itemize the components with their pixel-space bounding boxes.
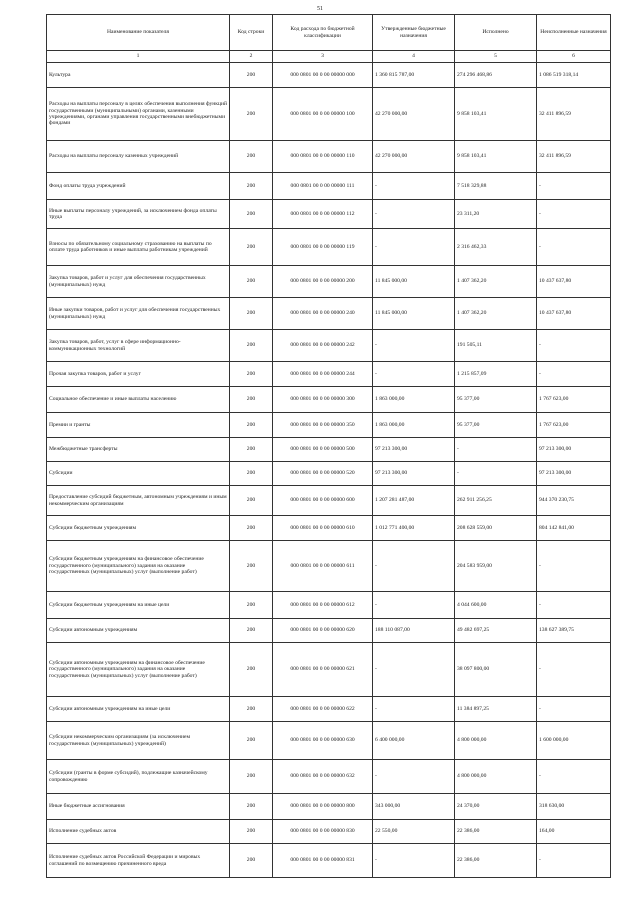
row-line-code: 200 bbox=[230, 541, 273, 592]
row-name: Прочая закупка товаров, работ и услуг bbox=[47, 362, 230, 387]
row-approved: 97 213 300,00 bbox=[373, 438, 455, 462]
row-classification-code: 000 0801 00 0 00 00000 620 bbox=[273, 619, 373, 643]
row-executed: 9 858 103,41 bbox=[455, 141, 537, 173]
row-name: Субсидии бюджетным учреждениям на иные цели bbox=[47, 592, 230, 619]
row-approved: 42 270 000,00 bbox=[373, 88, 455, 141]
row-executed: 49 482 697,25 bbox=[455, 619, 537, 643]
row-executed: 7 518 329,88 bbox=[455, 173, 537, 200]
row-approved: 1 207 281 487,00 bbox=[373, 486, 455, 516]
row-remaining: 804 142 841,00 bbox=[537, 516, 611, 541]
row-approved: 1 360 815 787,00 bbox=[373, 63, 455, 88]
row-remaining: 32 411 896,59 bbox=[537, 141, 611, 173]
row-name: Фонд оплаты труда учреждений bbox=[47, 173, 230, 200]
row-executed: 204 583 959,00 bbox=[455, 541, 537, 592]
row-line-code: 200 bbox=[230, 760, 273, 794]
row-remaining: - bbox=[537, 643, 611, 697]
table-row bbox=[47, 722, 611, 760]
row-line-code: 200 bbox=[230, 413, 273, 438]
row-approved: 188 110 087,00 bbox=[373, 619, 455, 643]
row-approved: 1 863 000,00 bbox=[373, 387, 455, 413]
row-approved: 343 000,00 bbox=[373, 794, 455, 820]
row-name: Межбюджетные трансферты bbox=[47, 438, 230, 462]
table-row bbox=[47, 173, 611, 200]
row-classification-code: 000 0801 00 0 00 00000 300 bbox=[273, 387, 373, 413]
row-classification-code: 000 0801 00 0 00 00000 100 bbox=[273, 88, 373, 141]
row-approved: - bbox=[373, 200, 455, 229]
row-line-code: 200 bbox=[230, 516, 273, 541]
row-executed: - bbox=[455, 462, 537, 486]
column-number: 5 bbox=[455, 51, 537, 63]
header-indicator-name: Наименование показателя bbox=[47, 15, 230, 51]
row-remaining: 10 437 637,80 bbox=[537, 298, 611, 330]
row-approved: - bbox=[373, 592, 455, 619]
row-classification-code: 000 0801 00 0 00 00000 612 bbox=[273, 592, 373, 619]
row-name: Исполнение судебных актов Российской Федерации и мировых соглашений по возмещению причиненного вреда bbox=[47, 844, 230, 878]
row-approved: - bbox=[373, 330, 455, 362]
row-approved: 6 400 000,00 bbox=[373, 722, 455, 760]
table-row bbox=[47, 820, 611, 844]
row-line-code: 200 bbox=[230, 63, 273, 88]
row-approved: 11 845 000,00 bbox=[373, 266, 455, 298]
row-line-code: 200 bbox=[230, 298, 273, 330]
row-name: Премии и гранты bbox=[47, 413, 230, 438]
row-remaining: - bbox=[537, 592, 611, 619]
row-classification-code: 000 0801 00 0 00 00000 611 bbox=[273, 541, 373, 592]
row-line-code: 200 bbox=[230, 643, 273, 697]
row-executed: 4 044 600,00 bbox=[455, 592, 537, 619]
row-line-code: 200 bbox=[230, 486, 273, 516]
row-remaining: - bbox=[537, 229, 611, 266]
row-approved: - bbox=[373, 362, 455, 387]
row-executed: 23 311,20 bbox=[455, 200, 537, 229]
header-budget-classification-code: Код расхода по бюджетной классификации bbox=[273, 15, 373, 51]
table-row bbox=[47, 330, 611, 362]
row-classification-code: 000 0801 00 0 00 00000 621 bbox=[273, 643, 373, 697]
row-classification-code: 000 0801 00 0 00 00000 500 bbox=[273, 438, 373, 462]
row-executed: 11 384 897,25 bbox=[455, 697, 537, 722]
table-row bbox=[47, 141, 611, 173]
row-name: Культура bbox=[47, 63, 230, 88]
budget-execution-table bbox=[46, 14, 611, 878]
row-executed: 262 911 256,25 bbox=[455, 486, 537, 516]
header-remaining: Неисполненные назначения bbox=[537, 15, 611, 51]
row-classification-code: 000 0801 00 0 00 00000 200 bbox=[273, 266, 373, 298]
row-remaining: 1 086 519 318,14 bbox=[537, 63, 611, 88]
row-line-code: 200 bbox=[230, 438, 273, 462]
table-row bbox=[47, 387, 611, 413]
table-row bbox=[47, 63, 611, 88]
row-line-code: 200 bbox=[230, 697, 273, 722]
row-executed: 22 386,00 bbox=[455, 844, 537, 878]
row-remaining: 97 213 300,00 bbox=[537, 438, 611, 462]
row-name: Предоставление субсидий бюджетным, автономным учреждениям и иным некоммерческим организациям bbox=[47, 486, 230, 516]
row-name: Иные выплаты персоналу учреждений, за исключением фонда оплаты труда bbox=[47, 200, 230, 229]
table-row bbox=[47, 844, 611, 878]
row-executed: 4 800 000,00 bbox=[455, 760, 537, 794]
row-name: Субсидии бюджетным учреждениям bbox=[47, 516, 230, 541]
row-classification-code: 000 0801 00 0 00 00000 110 bbox=[273, 141, 373, 173]
table-row bbox=[47, 794, 611, 820]
row-approved: - bbox=[373, 844, 455, 878]
table-row bbox=[47, 619, 611, 643]
row-executed: 4 800 000,00 bbox=[455, 722, 537, 760]
row-name: Расходы на выплаты персоналу в целях обеспечения выполнения функций государственными (муниципальными) органами, казенными учреждениями, органами управления государственными внебюджетными фондами bbox=[47, 88, 230, 141]
row-line-code: 200 bbox=[230, 462, 273, 486]
row-name: Взносы по обязательному социальному страхованию на выплаты по оплате труда работников и иные выплаты работникам учреждений bbox=[47, 229, 230, 266]
row-classification-code: 000 0801 00 0 00 00000 240 bbox=[273, 298, 373, 330]
row-name: Субсидии bbox=[47, 462, 230, 486]
row-classification-code: 000 0801 00 0 00 00000 242 bbox=[273, 330, 373, 362]
row-line-code: 200 bbox=[230, 820, 273, 844]
row-line-code: 200 bbox=[230, 229, 273, 266]
row-classification-code: 000 0801 00 0 00 00000 800 bbox=[273, 794, 373, 820]
row-approved: 22 550,00 bbox=[373, 820, 455, 844]
table-row bbox=[47, 362, 611, 387]
row-name: Субсидии автономным учреждениям на финансовое обеспечение государственного (муниципального) задания на оказание государственных (муниципальных) услуг (выполнение работ) bbox=[47, 643, 230, 697]
table-row bbox=[47, 541, 611, 592]
row-remaining: 10 437 637,80 bbox=[537, 266, 611, 298]
table-row bbox=[47, 438, 611, 462]
header-line-code: Код строки bbox=[230, 15, 273, 51]
row-line-code: 200 bbox=[230, 173, 273, 200]
row-line-code: 200 bbox=[230, 141, 273, 173]
row-classification-code: 000 0801 00 0 00 00000 350 bbox=[273, 413, 373, 438]
row-line-code: 200 bbox=[230, 266, 273, 298]
row-line-code: 200 bbox=[230, 722, 273, 760]
row-approved: - bbox=[373, 760, 455, 794]
column-number: 4 bbox=[373, 51, 455, 63]
row-executed: 1 215 857,09 bbox=[455, 362, 537, 387]
row-classification-code: 000 0801 00 0 00 00000 610 bbox=[273, 516, 373, 541]
row-remaining: - bbox=[537, 541, 611, 592]
row-remaining: 32 411 896,59 bbox=[537, 88, 611, 141]
column-number-row bbox=[47, 51, 611, 63]
row-line-code: 200 bbox=[230, 387, 273, 413]
row-classification-code: 000 0801 00 0 00 00000 119 bbox=[273, 229, 373, 266]
row-classification-code: 000 0801 00 0 00 00000 000 bbox=[273, 63, 373, 88]
row-approved: - bbox=[373, 541, 455, 592]
row-executed: 1 407 362,20 bbox=[455, 266, 537, 298]
row-executed: 95 377,00 bbox=[455, 387, 537, 413]
row-approved: 11 845 000,00 bbox=[373, 298, 455, 330]
header-approved: Утвержденные бюджетные назначения bbox=[373, 15, 455, 51]
row-remaining: 138 627 389,75 bbox=[537, 619, 611, 643]
table-row bbox=[47, 200, 611, 229]
row-line-code: 200 bbox=[230, 200, 273, 229]
row-classification-code: 000 0801 00 0 00 00000 112 bbox=[273, 200, 373, 229]
row-name: Субсидии автономным учреждениям на иные цели bbox=[47, 697, 230, 722]
row-approved: 42 270 000,00 bbox=[373, 141, 455, 173]
row-classification-code: 000 0801 00 0 00 00000 244 bbox=[273, 362, 373, 387]
row-line-code: 200 bbox=[230, 362, 273, 387]
table-row bbox=[47, 592, 611, 619]
row-name: Закупка товаров, работ, услуг в сфере информационно-коммуникационных технологий bbox=[47, 330, 230, 362]
header-executed: Исполнено bbox=[455, 15, 537, 51]
row-approved: - bbox=[373, 229, 455, 266]
row-remaining: 97 213 300,00 bbox=[537, 462, 611, 486]
row-executed: 22 386,00 bbox=[455, 820, 537, 844]
column-number: 3 bbox=[273, 51, 373, 63]
table-row bbox=[47, 462, 611, 486]
column-number: 2 bbox=[230, 51, 273, 63]
row-executed: - bbox=[455, 438, 537, 462]
page-number: 51 bbox=[317, 6, 323, 12]
row-executed: 191 505,11 bbox=[455, 330, 537, 362]
row-name: Иные бюджетные ассигнования bbox=[47, 794, 230, 820]
row-remaining: 1 767 623,00 bbox=[537, 387, 611, 413]
row-remaining: 164,00 bbox=[537, 820, 611, 844]
row-approved: - bbox=[373, 643, 455, 697]
row-name: Субсидии некоммерческим организациям (за исключением государственных (муниципальных) учреждений) bbox=[47, 722, 230, 760]
row-remaining: 318 630,00 bbox=[537, 794, 611, 820]
row-approved: 1 012 771 400,00 bbox=[373, 516, 455, 541]
row-name: Расходы на выплаты персоналу казенных учреждений bbox=[47, 141, 230, 173]
row-remaining: 944 370 230,75 bbox=[537, 486, 611, 516]
row-line-code: 200 bbox=[230, 88, 273, 141]
row-classification-code: 000 0801 00 0 00 00000 520 bbox=[273, 462, 373, 486]
row-name: Иные закупки товаров, работ и услуг для обеспечения государственных (муниципальных) нужд bbox=[47, 298, 230, 330]
row-executed: 24 370,00 bbox=[455, 794, 537, 820]
row-name: Исполнение судебных актов bbox=[47, 820, 230, 844]
table-row bbox=[47, 298, 611, 330]
row-classification-code: 000 0801 00 0 00 00000 622 bbox=[273, 697, 373, 722]
row-remaining: - bbox=[537, 173, 611, 200]
table-row bbox=[47, 266, 611, 298]
table-row bbox=[47, 88, 611, 141]
row-approved: - bbox=[373, 173, 455, 200]
row-remaining: - bbox=[537, 760, 611, 794]
row-name: Субсидии (гранты в форме субсидий), подлежащие казначейскому сопровождению bbox=[47, 760, 230, 794]
row-name: Закупка товаров, работ и услуг для обеспечения государственных (муниципальных) нужд bbox=[47, 266, 230, 298]
row-approved: 1 863 000,00 bbox=[373, 413, 455, 438]
column-number: 6 bbox=[537, 51, 611, 63]
row-remaining: - bbox=[537, 200, 611, 229]
row-executed: 2 316 462,33 bbox=[455, 229, 537, 266]
row-line-code: 200 bbox=[230, 794, 273, 820]
row-remaining: 1 767 623,00 bbox=[537, 413, 611, 438]
row-line-code: 200 bbox=[230, 330, 273, 362]
table-row bbox=[47, 760, 611, 794]
table-header-row bbox=[47, 15, 611, 51]
row-executed: 1 407 362,20 bbox=[455, 298, 537, 330]
row-classification-code: 000 0801 00 0 00 00000 111 bbox=[273, 173, 373, 200]
table-row bbox=[47, 229, 611, 266]
row-executed: 38 097 800,00 bbox=[455, 643, 537, 697]
row-remaining: - bbox=[537, 697, 611, 722]
row-line-code: 200 bbox=[230, 619, 273, 643]
row-name: Социальное обеспечение и иные выплаты населению bbox=[47, 387, 230, 413]
row-remaining: - bbox=[537, 362, 611, 387]
row-remaining: - bbox=[537, 330, 611, 362]
table-row bbox=[47, 697, 611, 722]
row-classification-code: 000 0801 00 0 00 00000 630 bbox=[273, 722, 373, 760]
row-classification-code: 000 0801 00 0 00 00000 831 bbox=[273, 844, 373, 878]
row-approved: 97 213 300,00 bbox=[373, 462, 455, 486]
row-classification-code: 000 0801 00 0 00 00000 600 bbox=[273, 486, 373, 516]
table-row bbox=[47, 486, 611, 516]
row-approved: - bbox=[373, 697, 455, 722]
row-executed: 208 628 559,00 bbox=[455, 516, 537, 541]
row-remaining: - bbox=[537, 844, 611, 878]
row-executed: 95 377,00 bbox=[455, 413, 537, 438]
row-executed: 9 858 103,41 bbox=[455, 88, 537, 141]
row-line-code: 200 bbox=[230, 844, 273, 878]
row-executed: 274 296 468,86 bbox=[455, 63, 537, 88]
row-classification-code: 000 0801 00 0 00 00000 632 bbox=[273, 760, 373, 794]
row-classification-code: 000 0801 00 0 00 00000 830 bbox=[273, 820, 373, 844]
table-row bbox=[47, 643, 611, 697]
row-line-code: 200 bbox=[230, 592, 273, 619]
row-remaining: 1 600 000,00 bbox=[537, 722, 611, 760]
row-name: Субсидии автономным учреждениям bbox=[47, 619, 230, 643]
row-name: Субсидии бюджетным учреждениям на финансовое обеспечение государственного (муниципального) задания на оказание государственных (муниципальных) услуг (выполнение работ) bbox=[47, 541, 230, 592]
table-row bbox=[47, 413, 611, 438]
column-number: 1 bbox=[47, 51, 230, 63]
table-row bbox=[47, 516, 611, 541]
